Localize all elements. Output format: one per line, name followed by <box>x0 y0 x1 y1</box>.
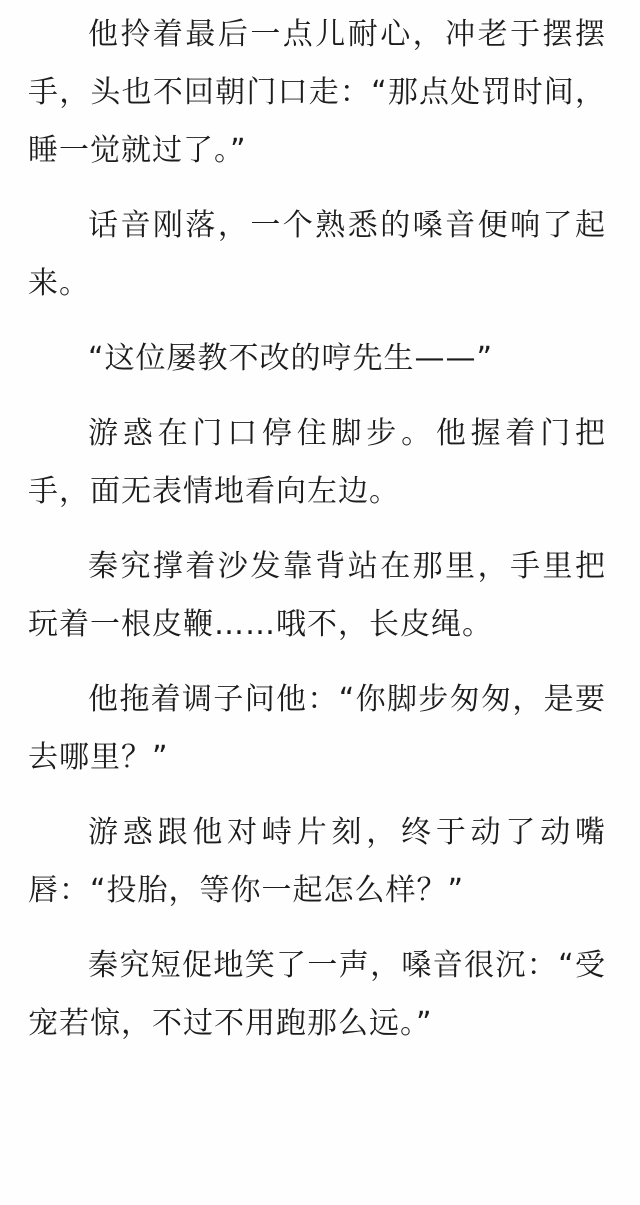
paragraph: 他拎着最后一点儿耐心，冲老于摆摆手，头也不回朝门口走：“那点处罚时间，睡一觉就过了。” <box>28 17 606 168</box>
paragraph: 他拖着调子问他：“你脚步匆匆，是要去哪里？” <box>28 682 606 775</box>
paragraph: 秦究撑着沙发靠背站在那里，手里把玩着一根皮鞭……哦不，长皮绳。 <box>28 549 606 642</box>
paragraph: 游惑在门口停住脚步。他握着门把手，面无表情地看向左边。 <box>28 416 606 509</box>
paragraph: 游惑跟他对峙片刻，终于动了动嘴唇：“投胎，等你一起怎么样？” <box>28 815 606 908</box>
paragraph: 话音刚落，一个熟悉的嗓音便响了起来。 <box>28 208 606 301</box>
paragraph: 秦究短促地笑了一声，嗓音很沉：“受宠若惊，不过不用跑那么远。” <box>28 948 606 1041</box>
paragraph: “这位屡教不改的哼先生——” <box>88 341 494 376</box>
